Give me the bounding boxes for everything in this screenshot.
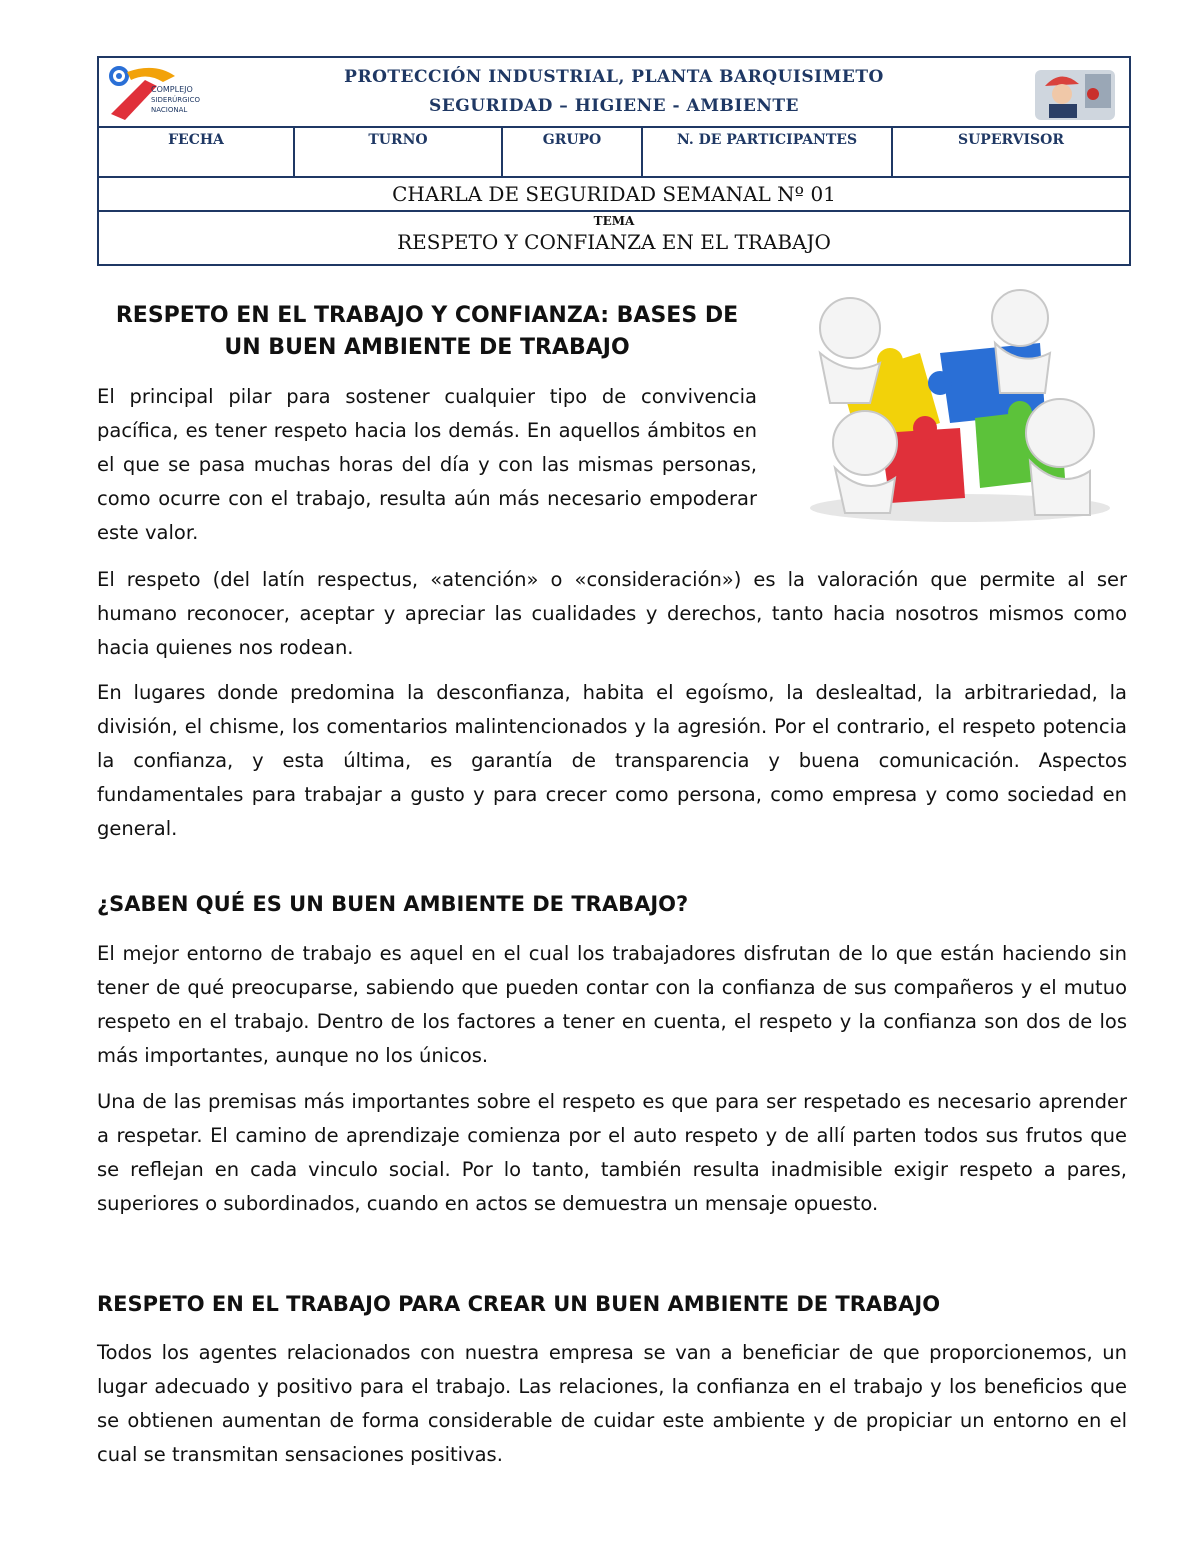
figure-bottom-left	[833, 411, 897, 513]
tema-label: TEMA	[593, 214, 635, 228]
header-table	[97, 56, 1131, 266]
org-subtitle: SEGURIDAD – HIGIENE - AMBIENTE	[429, 96, 799, 116]
column-fecha: FECHA	[99, 128, 295, 176]
tema-block	[99, 212, 1129, 266]
column-supervisor: SUPERVISOR	[957, 132, 1064, 148]
column-turno: TURNO	[295, 128, 503, 176]
article-main-heading: RESPETO EN EL TRABAJO Y CONFIANZA: BASES DE UN BUEN AMBIENTE DE TRABAJO	[115, 303, 739, 360]
figure-top-right	[992, 290, 1050, 393]
puzzle-teamwork-illustration	[790, 283, 1130, 528]
paragraph-definicion: El respeto (del latín respectus, «atención» o «consideración») es la valoración que permite al ser humano reconocer, aceptar y apreciar las cualidades y derechos, tanto hacia nosotros mismos como hacia quienes nos rodean.	[97, 568, 1127, 659]
svg-text:COMPLEJO: COMPLEJO	[151, 85, 193, 94]
section-heading-buen-ambiente: ¿SABEN QUÉ ES UN BUEN AMBIENTE DE TRABAJO?	[97, 892, 689, 916]
paragraph-premisas: Una de las premisas más importantes sobre el respeto es que para ser respetado es necesario aprender a respetar. El camino de aprendizaje comienza por el auto respeto y de allí parten todos sus frutos que se reflejan en cada vinculo social. Por lo tanto, también resulta inadmisible exigir respeto a pares, superiores o subordinados, cuando en actos se demuestra un mensaje opuesto.	[97, 1090, 1127, 1215]
figure-top-left	[820, 298, 880, 403]
tema-value: RESPETO Y CONFIANZA EN EL TRABAJO	[397, 230, 831, 254]
org-title: PROTECCIÓN INDUSTRIAL, PLANTA BARQUISIMETO	[344, 67, 884, 87]
paragraph-mejor-entorno: El mejor entorno de trabajo es aquel en el cual los trabajadores disfrutan de lo que están haciendo sin tener de qué preocuparse, sabiendo que pueden contar con la confianza de sus compañeros y el mutuo respeto en el trabajo. Dentro de los factores a tener en cuenta, el respeto y la confianza son dos de los más importantes, aunque no los únicos.	[97, 942, 1127, 1067]
charla-title: CHARLA DE SEGURIDAD SEMANAL Nº 01	[99, 178, 1129, 212]
svg-text:SIDERÚRGICO: SIDERÚRGICO	[151, 96, 201, 104]
safety-worker-logo	[1031, 64, 1119, 124]
paragraph-desconfianza: En lugares donde predomina la desconfianza, habita el egoísmo, la deslealtad, la arbitrariedad, la división, el chisme, los comentarios malintencionados y la agresión. Por el contrario, el respeto potencia la confianza, y esta última, es garantía de transparencia y buena comunicación. Aspectos fundamentales para trabajar a gusto y para crecer como persona, como empresa y como sociedad en general.	[97, 681, 1127, 840]
section-heading-crear-ambiente: RESPETO EN EL TRABAJO PARA CREAR UN BUEN AMBIENTE DE TRABAJO	[97, 1292, 941, 1316]
svg-text:NACIONAL: NACIONAL	[151, 106, 188, 114]
paragraph-pilar: El principal pilar para sostener cualquier tipo de convivencia pacífica, es tener respeto hacia los demás. En aquellos ámbitos en el que se pasa muchas horas del día y con las mismas personas, como ocurre con el trabajo, resulta aún más necesario empoderar este valor.	[97, 385, 757, 544]
header-columns-row	[99, 128, 1129, 178]
column-grupo: GRUPO	[503, 128, 643, 176]
column-participantes: N. DE PARTICIPANTES	[643, 128, 893, 176]
header-title-row	[99, 58, 1129, 128]
figure-bottom-right	[1026, 399, 1094, 515]
paragraph-agentes: Todos los agentes relacionados con nuestra empresa se van a beneficiar de que proporcionemos, un lugar adecuado y positivo para el trabajo. Las relaciones, la confianza en el trabajo y los beneficios que se obtienen aumentan de forma considerable de cuidar este ambiente y de propiciar un entorno en el cual se transmitan sensaciones positivas.	[97, 1341, 1127, 1466]
